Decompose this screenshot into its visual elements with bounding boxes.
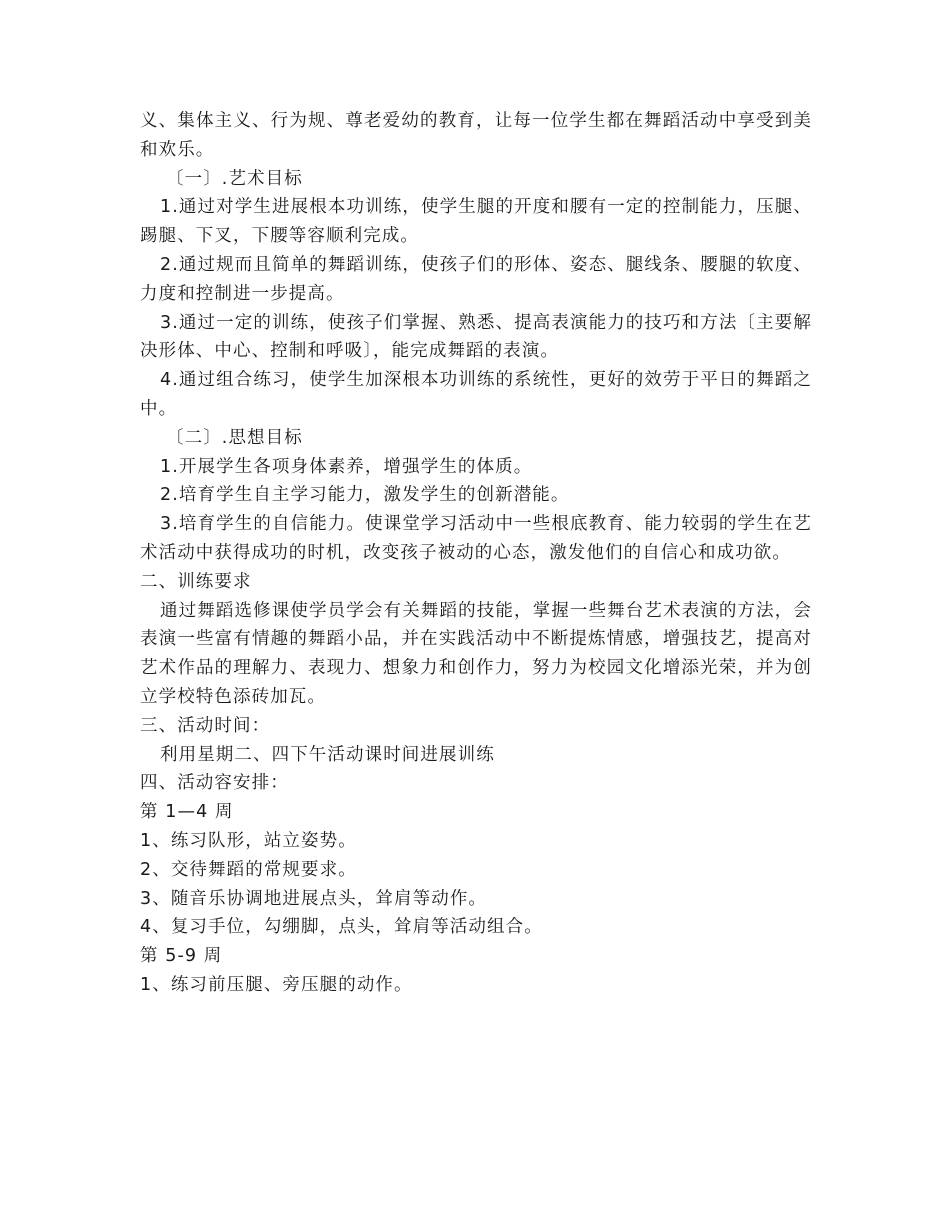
section-heading-thought-goal: 〔二〕.思想目标 <box>166 427 303 448</box>
section-heading-art-goal: 〔一〕.艺术目标 <box>166 168 303 189</box>
week-heading-1-4: 第 1—4 周 <box>140 802 234 823</box>
section-heading-activity-time: 三、活动时间： <box>140 715 271 736</box>
week-heading-5-9: 第 5-9 周 <box>140 946 223 967</box>
art-goal-item-1: 1.通过对学生进展根本功训练，使学生腿的开度和腰有一定的控制能力，压腿、踢腿、下叉，下腰等容顺利完成。 <box>140 197 812 247</box>
week-1-4-item-1: 1、练习队形，站立姿势。 <box>140 830 357 851</box>
thought-goal-item-3: 3.培育学生的自信能力。使课堂学习活动中一些根底教育、能力较弱的学生在艺术活动中获得成功的时机，改变孩子被动的心态，激发他们的自信心和成功欲。 <box>140 514 812 563</box>
week-1-4-item-2: 2、交待舞蹈的常规要求。 <box>140 859 357 880</box>
art-goal-item-4: 4.通过组合练习，使学生加深根本功训练的系统性，更好的效劳于平日的舞蹈之中。 <box>140 370 812 419</box>
section-heading-activity-content: 四、活动容安排： <box>140 773 289 794</box>
week-1-4-item-3: 3、随音乐协调地进展点头，耸肩等动作。 <box>140 888 488 909</box>
training-requirements-text: 通过舞蹈选修课使学员学会有关舞蹈的技能，掌握一些舞台艺术表演的方法，会表演一些富有情趣的舞蹈小品，并在实践活动中不断提炼情感，增强技艺，提高对艺术作品的理解力、表现力、想象力和创作力，努力为校园文化增添光荣，并为创立学校特色添砖加瓦。 <box>140 600 812 707</box>
art-goal-item-3: 3.通过一定的训练，使孩子们掌握、熟悉、提高表演能力的技巧和方法〔主要解决形体、中心、控制和呼吸〕，能完成舞蹈的表演。 <box>140 312 812 362</box>
thought-goal-item-2: 2.培育学生自主学习能力，激发学生的创新潜能。 <box>160 485 570 506</box>
intro-paragraph: 义、集体主义、行为规、尊老爱幼的教育，让每一位学生都在舞蹈活动中享受到美和欢乐。 <box>140 111 812 160</box>
week-1-4-item-4: 4、复习手位，勾绷脚，点头，耸肩等活动组合。 <box>140 917 543 938</box>
thought-goal-item-1: 1.开展学生各项身体素养，增强学生的体质。 <box>160 456 533 477</box>
week-5-9-item-1: 1、练习前压腿、旁压腿的动作。 <box>140 974 413 995</box>
activity-time-text: 利用星期二、四下午活动课时间进展训练 <box>160 744 495 765</box>
document-page <box>140 107 812 1000</box>
art-goal-item-2: 2.通过规而且简单的舞蹈训练，使孩子们的形体、姿态、腿线条、腰腿的软度、力度和控制进一步提高。 <box>140 254 812 304</box>
section-heading-training-requirements: 二、训练要求 <box>140 571 252 592</box>
